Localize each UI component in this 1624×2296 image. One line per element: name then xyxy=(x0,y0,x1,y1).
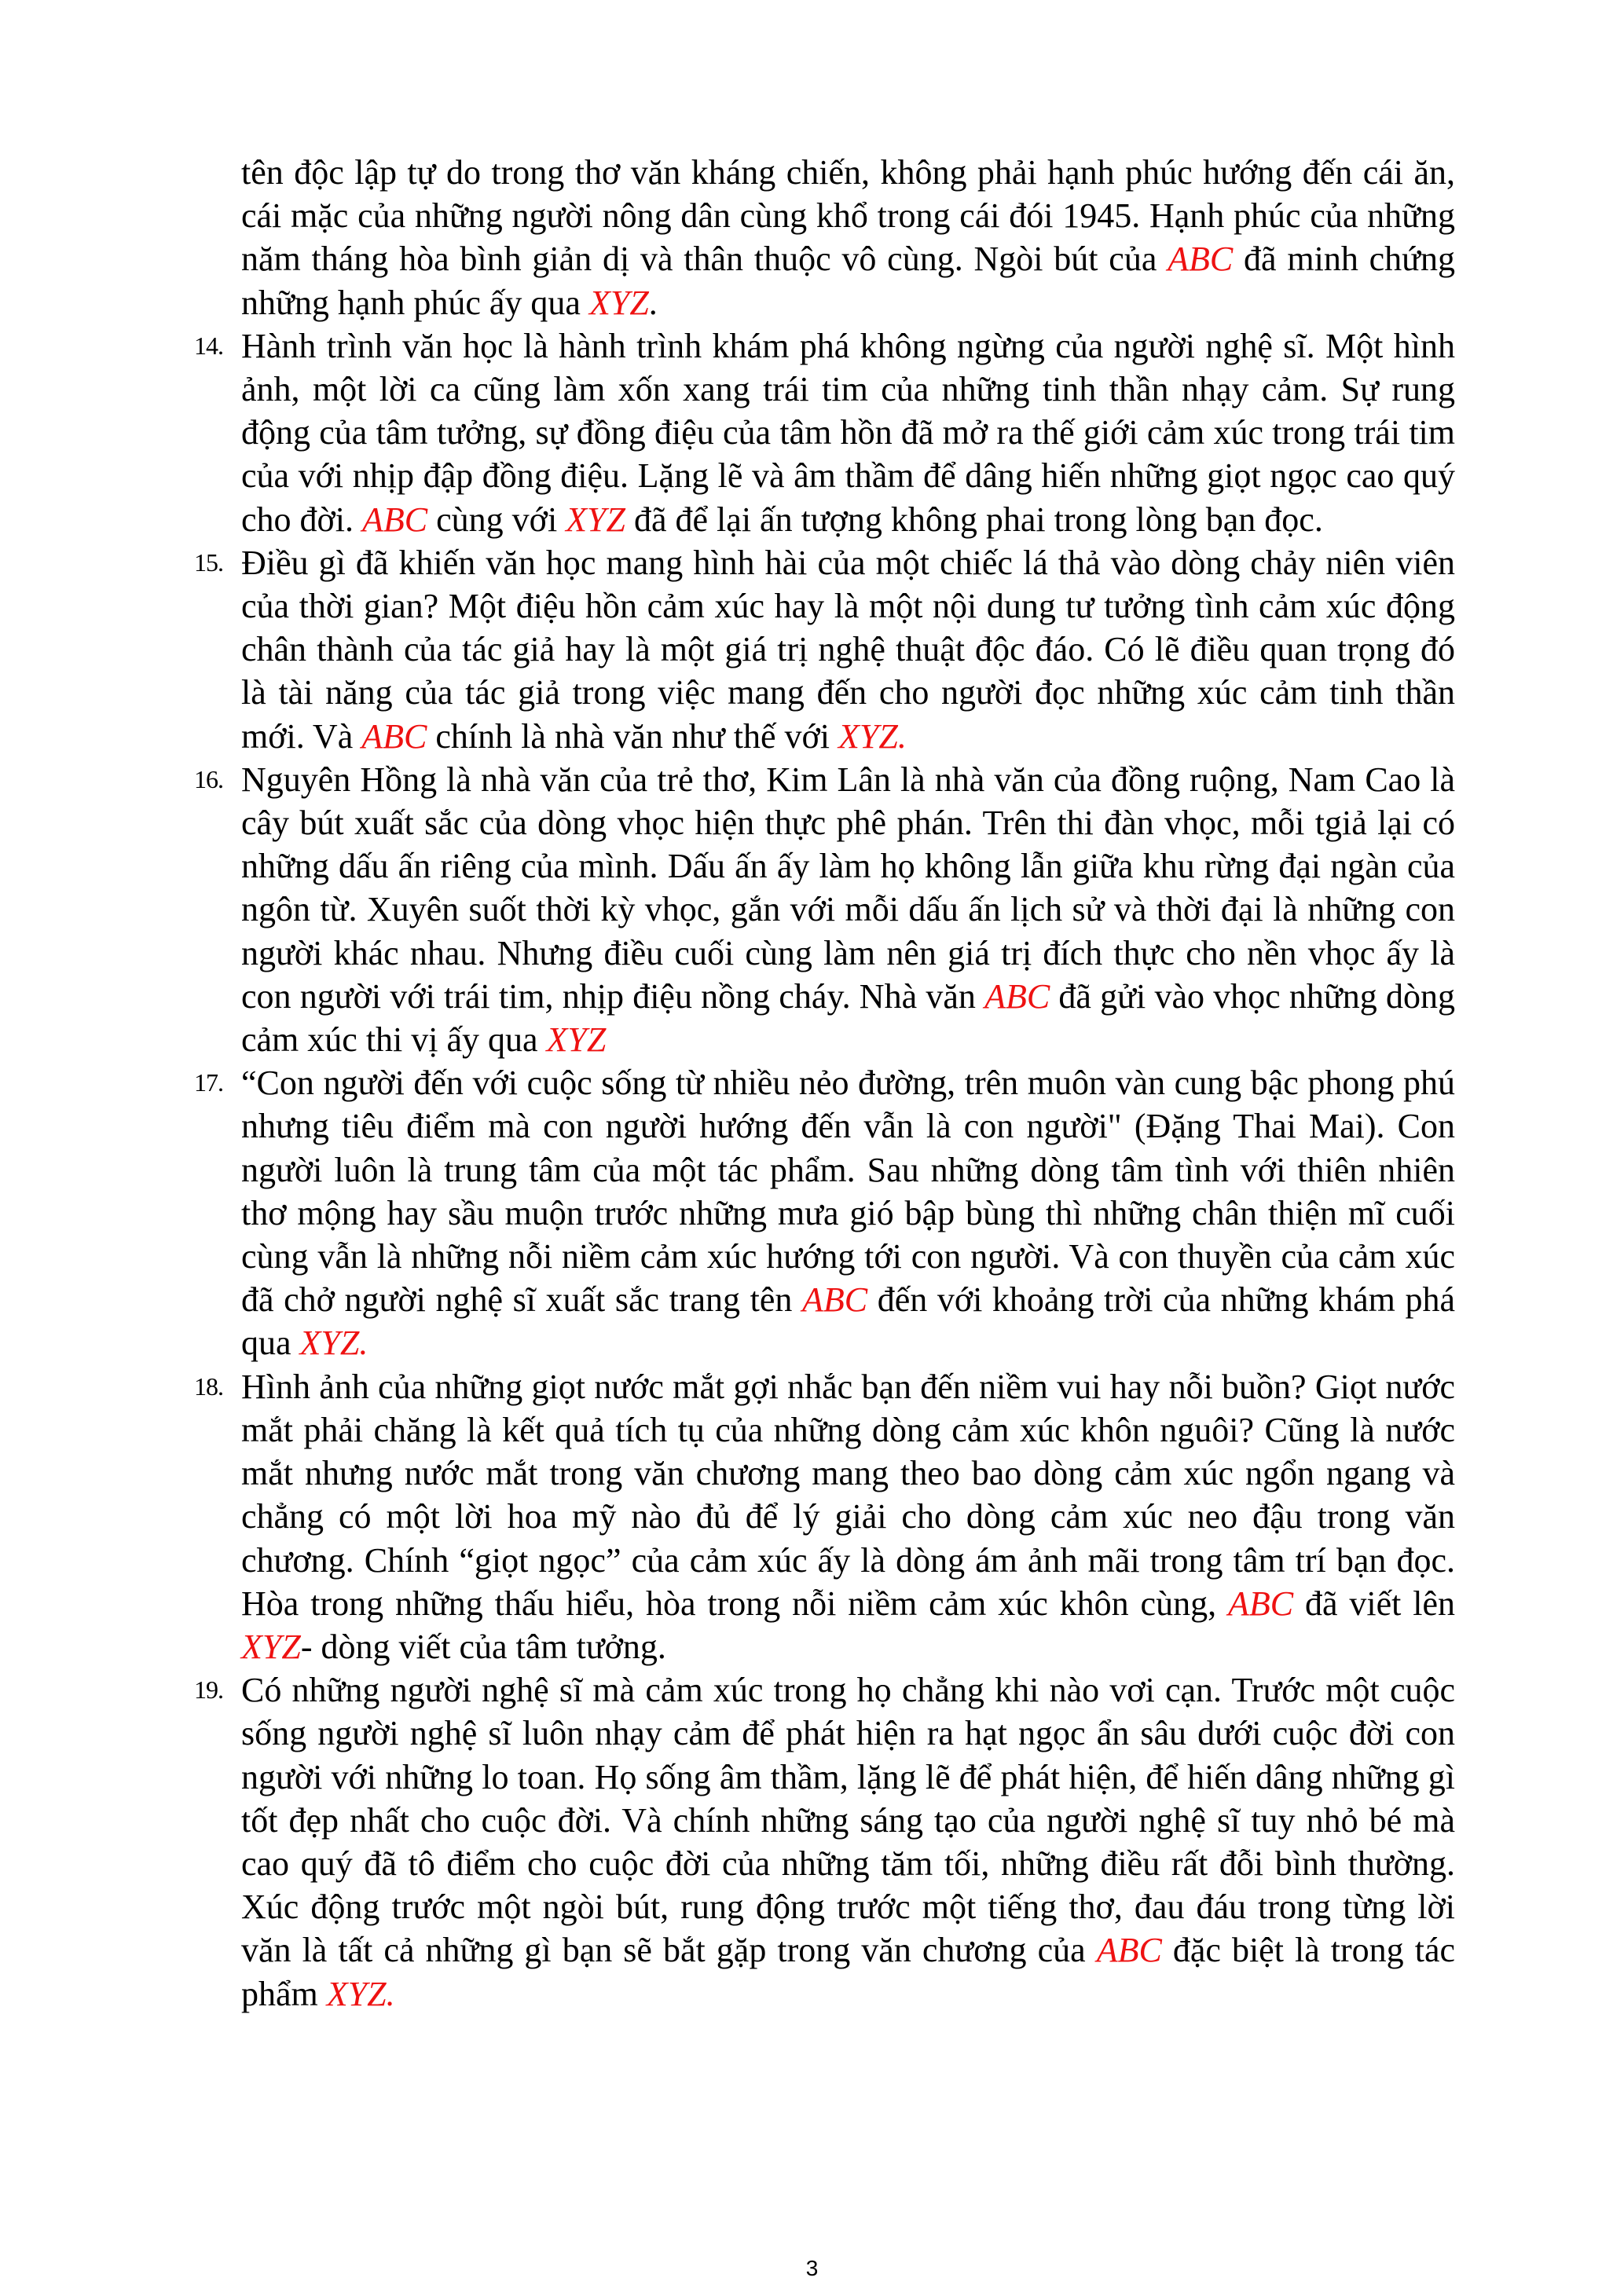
item-number: 18. xyxy=(194,1371,223,1401)
item-text: Hành trình văn học là hành trình khám phá không ngừng của người nghệ sĩ. Một hình ảnh, một lời ca cũng làm xốn xang trái tim của những tinh thần nhạy cảm. Sự rung động của tâm tưởng, sự đồng điệu của tâm hồn đã mở ra thế giới cảm xúc trong trái tim của với nhịp đập đồng điệu. Lặng lẽ và âm thầm để dâng hiến những giọt ngọc cao quý cho đời. xyxy=(241,326,1455,539)
item-text: “Con người đến với cuộc sống từ nhiều nẻo đường, trên muôn vàn cung bậc phong phú nhưng tiêu điểm mà con người hướng đến vẫn là con người" (Đặng Thai Mai). Con người luôn là trung tâm của một tác phẩm. Sau những dòng tâm tình với thiên nhiên thơ mộng hay sầu muộn trước những mưa gió bập bùng thì những chân thiện mĩ cuối cùng vẫn là những nỗi niềm cảm xúc hướng tới con người. Và con thuyền của cảm xúc đã chở người nghệ sĩ xuất sắc trang tên xyxy=(241,1064,1455,1320)
item-text: cùng với xyxy=(427,500,566,539)
item-text: đặc biệt là trong tác phẩm xyxy=(241,1931,1456,2013)
item-text: chính là nhà văn như thế với xyxy=(427,716,839,756)
item-number: 14. xyxy=(194,331,223,360)
placeholder-work: XYZ xyxy=(566,500,625,539)
item-text: Hình ảnh của những giọt nước mắt gợi nhắc bạn đến niềm vui hay nỗi buồn? Giọt nước mắt phải chăng là kết quả tích tụ của những dòng cảm xúc khôn nguôi? Cũng là nước mắt nhưng nước mắt trong văn chương mang theo bao dòng cảm xúc ngổn ngang và chẳng có một lời hoa mỹ nào đủ để lý giải cho dòng cảm xúc neo đậu trong văn chương. Chính “giọt ngọc” của cảm xúc ấy là dòng ám ảnh mãi trong tâm trí bạn đọc. Hòa trong những thấu hiểu, hòa trong nỗi niềm cảm xúc khôn cùng, xyxy=(241,1367,1455,1623)
item-text: đã để lại ấn tượng không phai trong lòng bạn đọc. xyxy=(625,500,1323,539)
list-item-18 xyxy=(194,1365,1455,1668)
list-item-16 xyxy=(194,758,1455,1061)
list-item-15 xyxy=(194,541,1455,758)
placeholder-author: ABC xyxy=(1096,1931,1162,1970)
item-text: đến với khoảng trời của những khám phá qua xyxy=(241,1280,1456,1363)
item-number: 17. xyxy=(194,1068,223,1097)
item-text: Điều gì đã khiến văn học mang hình hài của một chiếc lá thả vào dòng chảy niên viên của thời gian? Một điệu hồn cảm xúc hay là một nội dung tư tưởng tình cảm xúc động chân thành của tác giả hay là một giá trị nghệ thuật độc đáo. Có lẽ điều quan trọng đó là tài năng của tác giả trong việc mang đến cho người đọc những xúc cảm tinh thần mới. Và xyxy=(241,543,1455,756)
item-text: Có những người nghệ sĩ mà cảm xúc trong họ chẳng khi nào vơi cạn. Trước một cuộc sống người nghệ sĩ luôn nhạy cảm để phát hiện ra hạt ngọc ẩn sâu dưới cuộc đời con người với những lo toan. Họ sống âm thầm, lặng lẽ để phát hiện, để hiến dâng những gì tốt đẹp nhất cho cuộc đời. Và chính những sáng tạo của người nghệ sĩ tuy nhỏ bé mà cao quý đã tô điểm cho cuộc đời của những tăm tối, những điều rất đỗi bình thường. Xúc động trước một ngòi bút, rung động trước một tiếng thơ, đau đáu trong từng lời văn là tất cả những gì bạn sẽ bắt gặp trong văn chương của xyxy=(241,1671,1455,1970)
item-text: đã viết lên xyxy=(1293,1584,1455,1623)
placeholder-author: ABC xyxy=(1227,1584,1294,1623)
page-number: 3 xyxy=(805,2256,819,2280)
list-item-19 xyxy=(194,1668,1456,2016)
placeholder-work: XYZ. xyxy=(326,1974,395,2013)
item-text: - dòng viết của tâm tưởng. xyxy=(300,1627,666,1666)
placeholder-work: XYZ. xyxy=(299,1324,368,1363)
placeholder-author: ABC xyxy=(984,976,1050,1016)
item-text: Nguyên Hồng là nhà văn của trẻ thơ, Kim Lân là nhà văn của đồng ruộng, Nam Cao là cây bút xuất sắc của dòng vhọc hiện thực phê phán. Trên thi đàn vhọc, mỗi tgiả lại có những dấu ấn riêng của mình. Dấu ấn ấy làm họ không lẫn giữa khu rừng đại ngàn của ngôn từ. Xuyên suốt thời kỳ vhọc, gắn với mỗi dấu ấn lịch sử và thời đại là những con người khác nhau. Nhưng điều cuối cùng làm nên giá trị đích thực cho nền vhọc ấy là con người với trái tim, nhịp điệu nồng cháy. Nhà văn xyxy=(241,760,1455,1016)
list-item-17 xyxy=(194,1061,1456,1364)
item-text: đã gửi vào vhọc những dòng cảm xúc thi vị ấy qua xyxy=(241,976,1455,1060)
placeholder-author: ABC xyxy=(362,500,428,539)
placeholder-work: XYZ xyxy=(546,1020,607,1060)
item-number: 19. xyxy=(194,1675,223,1705)
placeholder-author: ABC xyxy=(1168,240,1234,279)
placeholder-work: XYZ xyxy=(588,283,649,322)
intro-text: đã minh chứng những hạnh phúc ấy qua xyxy=(241,240,1455,322)
document-body xyxy=(194,151,1456,2016)
intro-text: tên độc lập tự do trong thơ văn kháng chiến, không phải hạnh phúc hướng đến cái ăn, cái mặc của những người nông dân cùng khổ trong cái đói 1945. Hạnh phúc của những năm tháng hòa bình giản dị và thân thuộc vô cùng. Ngòi bút của xyxy=(241,153,1455,279)
item-number: 16. xyxy=(194,764,223,793)
placeholder-author: ABC xyxy=(361,716,427,756)
placeholder-work: XYZ xyxy=(241,1627,301,1666)
placeholder-work: XYZ. xyxy=(838,716,907,756)
intro-paragraph xyxy=(241,151,1455,324)
list-item-14 xyxy=(194,324,1455,541)
item-number: 15. xyxy=(194,547,223,577)
intro-text: . xyxy=(648,283,658,322)
placeholder-author: ABC xyxy=(802,1280,868,1320)
